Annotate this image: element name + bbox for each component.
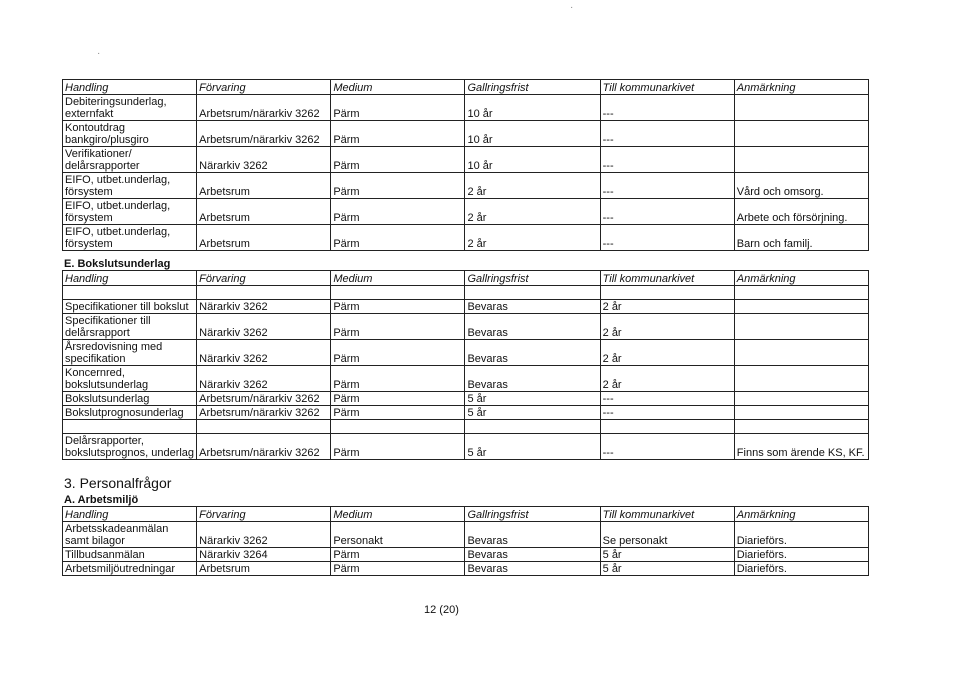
scan-speck: ·	[97, 48, 101, 59]
cell-gallringsfrist: 10 år	[465, 147, 600, 173]
cell-gallringsfrist: Bevaras	[465, 300, 600, 314]
cell-handling: Arbetsmiljöutredningar	[63, 562, 197, 576]
cell-medium: Pärm	[331, 225, 465, 251]
cell-gallringsfrist: Bevaras	[465, 340, 600, 366]
cell-gallringsfrist: Bevaras	[465, 366, 600, 392]
section-title-personalfragor: 3. Personalfrågor	[64, 475, 172, 491]
records-table-1	[62, 79, 869, 251]
cell-medium: Pärm	[331, 434, 465, 460]
cell-forvaring: Arbetsrum/närarkiv 3262	[197, 406, 331, 420]
cell-kommunarkivet: ---	[600, 95, 734, 121]
cell-medium: Pärm	[331, 392, 465, 406]
cell-forvaring: Närarkiv 3262	[197, 300, 331, 314]
cell-handling: Arbetsskadeanmälan samt bilagor	[63, 522, 197, 548]
cell-anmarkning: Diarieförs.	[734, 522, 868, 548]
cell-gallringsfrist: 10 år	[465, 121, 600, 147]
cell-gallringsfrist: 2 år	[465, 225, 600, 251]
col-gallringsfrist-header: Gallringsfrist	[465, 80, 600, 95]
spacer-row	[63, 420, 869, 434]
cell-medium: Pärm	[331, 340, 465, 366]
cell-anmarkning	[734, 366, 868, 392]
col-kommunarkivet-header: Till kommunarkivet	[600, 507, 734, 522]
cell-handling: Tillbudsanmälan	[63, 548, 197, 562]
table-row	[63, 340, 869, 366]
cell-kommunarkivet: 5 år	[600, 562, 734, 576]
cell-gallringsfrist: 10 år	[465, 95, 600, 121]
cell-medium: Pärm	[331, 548, 465, 562]
cell-kommunarkivet: 2 år	[600, 340, 734, 366]
cell-kommunarkivet: ---	[600, 173, 734, 199]
cell-anmarkning	[734, 406, 868, 420]
cell-forvaring: Närarkiv 3262	[197, 522, 331, 548]
cell-gallringsfrist: Bevaras	[465, 314, 600, 340]
col-gallringsfrist-header: Gallringsfrist	[465, 507, 600, 522]
cell-forvaring: Arbetsrum	[197, 199, 331, 225]
cell-forvaring: Arbetsrum/närarkiv 3262	[197, 121, 331, 147]
cell-anmarkning	[734, 121, 868, 147]
table-row	[63, 548, 869, 562]
cell-anmarkning	[734, 314, 868, 340]
cell-kommunarkivet: 5 år	[600, 548, 734, 562]
cell-medium: Pärm	[331, 300, 465, 314]
cell-anmarkning: Finns som ärende KS, KF.	[734, 434, 868, 460]
cell-kommunarkivet: 2 år	[600, 300, 734, 314]
cell-anmarkning	[734, 392, 868, 406]
cell-forvaring: Närarkiv 3264	[197, 548, 331, 562]
cell-forvaring: Arbetsrum	[197, 562, 331, 576]
cell-gallringsfrist: Bevaras	[465, 522, 600, 548]
cell-handling: Verifikationer/ delårsrapporter	[63, 147, 197, 173]
cell-medium: Pärm	[331, 314, 465, 340]
table-row	[63, 300, 869, 314]
cell-forvaring: Arbetsrum/närarkiv 3262	[197, 434, 331, 460]
cell-kommunarkivet: 2 år	[600, 366, 734, 392]
cell-kommunarkivet: ---	[600, 225, 734, 251]
cell-forvaring: Närarkiv 3262	[197, 314, 331, 340]
header-row	[63, 271, 869, 286]
page-number: 12 (20)	[424, 604, 459, 616]
scan-speck: ·	[570, 2, 574, 13]
table-row	[63, 121, 869, 147]
section-heading-a: A. Arbetsmiljö	[64, 494, 139, 506]
cell-gallringsfrist: Bevaras	[465, 548, 600, 562]
cell-anmarkning	[734, 340, 868, 366]
cell-handling: Kontoutdrag bankgiro/plusgiro	[63, 121, 197, 147]
col-kommunarkivet-header: Till kommunarkivet	[600, 271, 734, 286]
spacer-row	[63, 286, 869, 300]
cell-kommunarkivet: ---	[600, 147, 734, 173]
col-forvaring-header: Förvaring	[197, 80, 331, 95]
cell-handling: Koncernred, bokslutsunderlag	[63, 366, 197, 392]
cell-kommunarkivet: Se personakt	[600, 522, 734, 548]
col-medium-header: Medium	[331, 80, 465, 95]
table-row	[63, 392, 869, 406]
cell-handling: Delårsrapporter, bokslutsprognos, underlag	[63, 434, 197, 460]
cell-anmarkning	[734, 147, 868, 173]
cell-medium: Pärm	[331, 366, 465, 392]
header-row	[63, 507, 869, 522]
table-row	[63, 199, 869, 225]
section-heading-e: E. Bokslutsunderlag	[64, 258, 171, 270]
cell-kommunarkivet: 2 år	[600, 314, 734, 340]
table-row	[63, 434, 869, 460]
header-row	[63, 80, 869, 95]
col-handling-header: Handling	[63, 271, 197, 286]
cell-handling: Bokslutsunderlag	[63, 392, 197, 406]
cell-forvaring: Arbetsrum	[197, 173, 331, 199]
cell-anmarkning: Vård och omsorg.	[734, 173, 868, 199]
cell-medium: Pärm	[331, 199, 465, 225]
cell-anmarkning: Barn och familj.	[734, 225, 868, 251]
cell-anmarkning: Arbete och försörjning.	[734, 199, 868, 225]
table-row	[63, 366, 869, 392]
col-handling-header: Handling	[63, 80, 197, 95]
cell-medium: Personakt	[331, 522, 465, 548]
cell-gallringsfrist: 5 år	[465, 434, 600, 460]
cell-anmarkning	[734, 95, 868, 121]
cell-gallringsfrist: 2 år	[465, 199, 600, 225]
cell-handling: Årsredovisning med specifikation	[63, 340, 197, 366]
cell-medium: Pärm	[331, 173, 465, 199]
cell-handling: Bokslutprognosunderlag	[63, 406, 197, 420]
cell-kommunarkivet: ---	[600, 406, 734, 420]
cell-anmarkning: Diarieförs.	[734, 562, 868, 576]
records-table-2	[62, 270, 869, 460]
cell-anmarkning	[734, 300, 868, 314]
cell-handling: Debiteringsunderlag, externfakt	[63, 95, 197, 121]
table-row	[63, 314, 869, 340]
cell-gallringsfrist: 5 år	[465, 392, 600, 406]
cell-kommunarkivet: ---	[600, 434, 734, 460]
cell-gallringsfrist: 5 år	[465, 406, 600, 420]
table-row	[63, 173, 869, 199]
col-anmarkning-header: Anmärkning	[734, 507, 868, 522]
col-gallringsfrist-header: Gallringsfrist	[465, 271, 600, 286]
col-medium-header: Medium	[331, 271, 465, 286]
table-row	[63, 562, 869, 576]
table-row	[63, 147, 869, 173]
cell-medium: Pärm	[331, 121, 465, 147]
table-row	[63, 522, 869, 548]
cell-gallringsfrist: Bevaras	[465, 562, 600, 576]
cell-handling: EIFO, utbet.underlag, försystem	[63, 199, 197, 225]
table-row	[63, 95, 869, 121]
cell-medium: Pärm	[331, 562, 465, 576]
cell-medium: Pärm	[331, 95, 465, 121]
col-anmarkning-header: Anmärkning	[734, 80, 868, 95]
cell-gallringsfrist: 2 år	[465, 173, 600, 199]
records-table-3	[62, 506, 869, 576]
cell-forvaring: Närarkiv 3262	[197, 340, 331, 366]
col-anmarkning-header: Anmärkning	[734, 271, 868, 286]
cell-medium: Pärm	[331, 147, 465, 173]
cell-handling: Specifikationer till bokslut	[63, 300, 197, 314]
cell-kommunarkivet: ---	[600, 121, 734, 147]
cell-handling: Specifikationer till delårsrapport	[63, 314, 197, 340]
col-medium-header: Medium	[331, 507, 465, 522]
col-forvaring-header: Förvaring	[197, 271, 331, 286]
cell-forvaring: Arbetsrum	[197, 225, 331, 251]
cell-forvaring: Arbetsrum/närarkiv 3262	[197, 95, 331, 121]
cell-handling: EIFO, utbet.underlag, försystem	[63, 225, 197, 251]
table-row	[63, 406, 869, 420]
col-forvaring-header: Förvaring	[197, 507, 331, 522]
cell-forvaring: Närarkiv 3262	[197, 147, 331, 173]
table-row	[63, 225, 869, 251]
cell-kommunarkivet: ---	[600, 199, 734, 225]
cell-handling: EIFO, utbet.underlag, försystem	[63, 173, 197, 199]
col-kommunarkivet-header: Till kommunarkivet	[600, 80, 734, 95]
col-handling-header: Handling	[63, 507, 197, 522]
cell-anmarkning: Diarieförs.	[734, 548, 868, 562]
cell-forvaring: Arbetsrum/närarkiv 3262	[197, 392, 331, 406]
cell-kommunarkivet: ---	[600, 392, 734, 406]
cell-forvaring: Närarkiv 3262	[197, 366, 331, 392]
cell-medium: Pärm	[331, 406, 465, 420]
